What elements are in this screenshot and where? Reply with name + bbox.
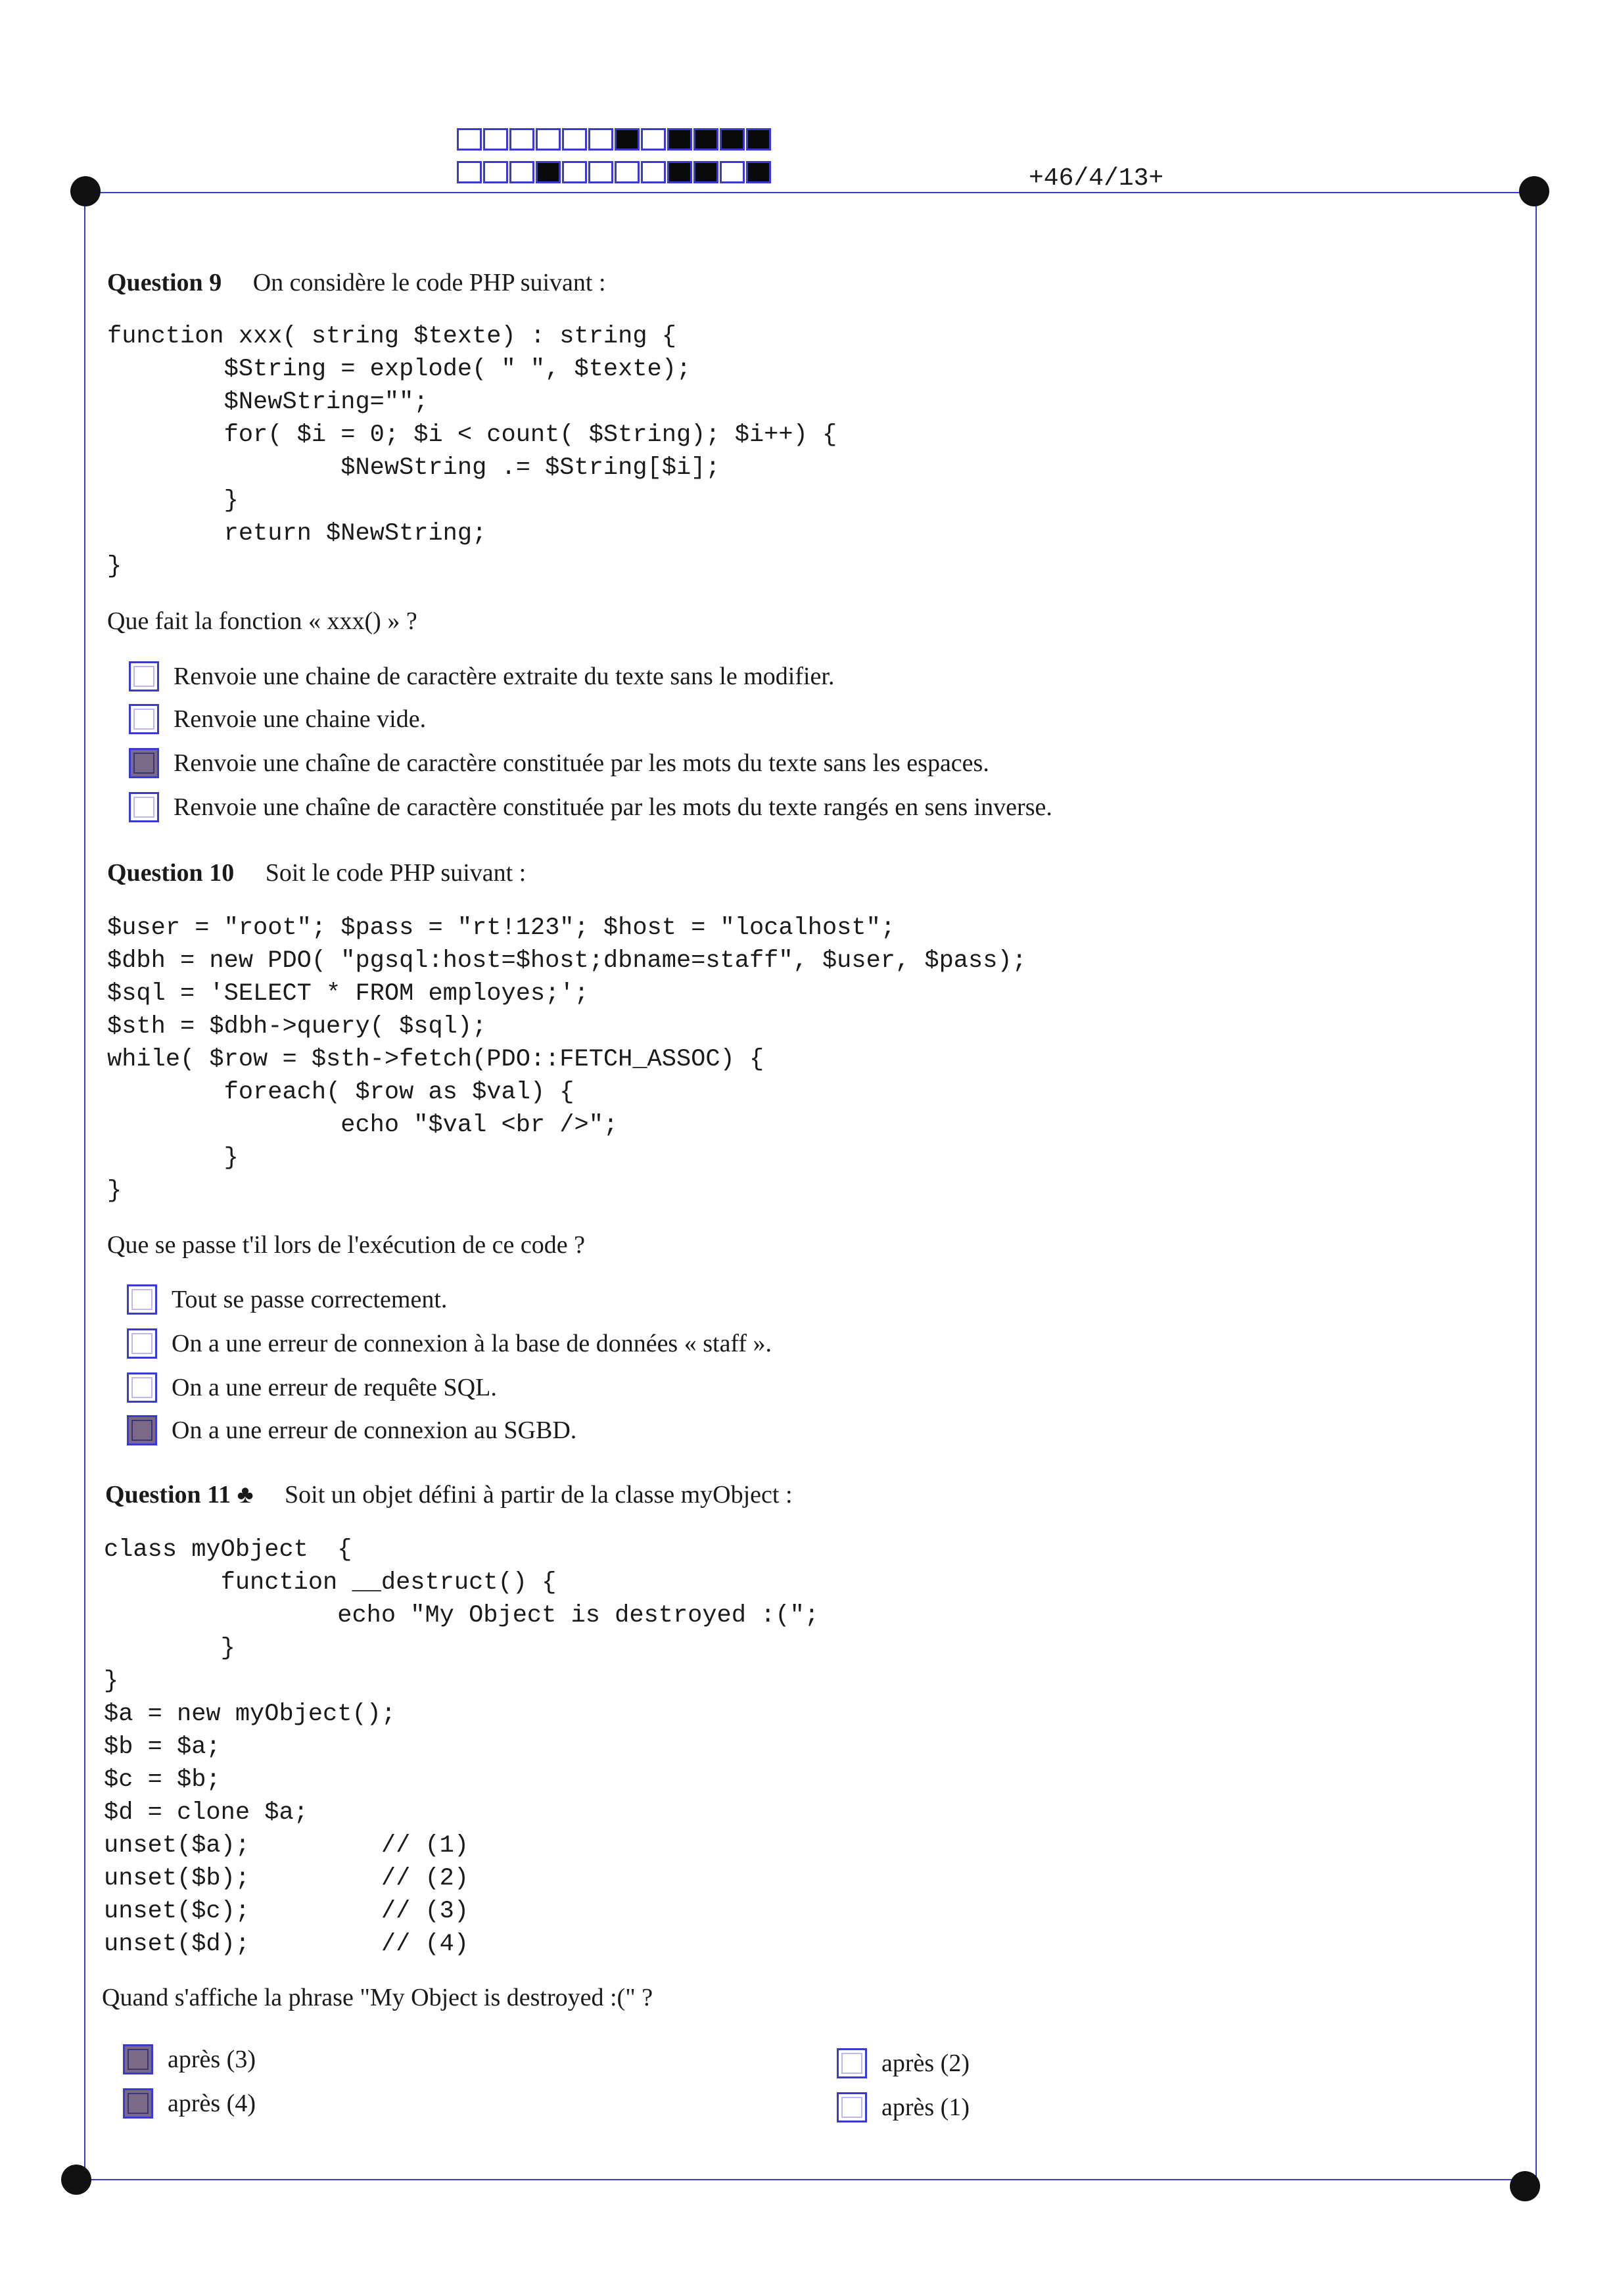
question-intro: Soit le code PHP suivant : (265, 859, 527, 887)
id-code-cell (667, 161, 692, 183)
answer-label: après (1) (881, 2094, 970, 2121)
answer-label: Tout se passe correctement. (172, 1286, 448, 1313)
answer-label: Renvoie une chaîne de caractère constituée par les mots du texte rangés en sens inverse. (174, 793, 1052, 821)
answer-option[interactable] (129, 792, 1052, 822)
answer-checkbox[interactable] (127, 1328, 157, 1359)
question-intro: Soit un objet défini à partir de la classe myObject : (285, 1481, 793, 1509)
answer-option[interactable] (129, 661, 834, 691)
answer-label: après (2) (881, 2050, 970, 2077)
id-code-cell (615, 128, 640, 151)
question-prompt: Quand s'affiche la phrase "My Object is destroyed :(" ? (102, 1984, 653, 2011)
question-heading (107, 268, 606, 297)
answer-checkbox[interactable] (837, 2048, 867, 2078)
answer-label: Renvoie une chaine vide. (174, 705, 427, 733)
code-block: $user = "root"; $pass = "rt!123"; $host = "localhost"; $dbh = new PDO( "pgsql:host=$host;dbname=staff", $user, $pass); $sql = 'SELECT * FROM employes;'; $sth = $dbh->query( $sql); while( $row = $sth->fetch(PDO::FETCH_ASSOC) { foreach( $row as $val) { echo "$val <br />"; } } (107, 914, 1027, 1205)
id-code-cell (457, 128, 482, 151)
id-code-cell (615, 161, 640, 183)
page-id: +46/4/13+ (1029, 164, 1164, 193)
corner-mark-top-right (1519, 176, 1549, 206)
id-code-cell (588, 128, 613, 151)
question-number: Question 11 ♣ (105, 1481, 254, 1509)
id-code-cell (509, 128, 534, 151)
answer-checkbox[interactable] (127, 1372, 157, 1403)
answer-label: On a une erreur de connexion à la base de données « staff ». (172, 1330, 772, 1357)
id-code-cell (746, 161, 771, 183)
answer-checkbox[interactable] (127, 1415, 157, 1445)
question-heading (105, 1480, 793, 1509)
answer-label: après (4) (168, 2090, 256, 2117)
id-code-cell (667, 128, 692, 151)
answer-option[interactable] (129, 748, 989, 778)
id-code-cell (562, 161, 587, 183)
id-code-cell (720, 128, 745, 151)
id-code-cell (641, 161, 666, 183)
answer-checkbox[interactable] (129, 748, 159, 778)
question-heading (107, 858, 526, 887)
answer-checkbox[interactable] (837, 2092, 867, 2122)
answer-option[interactable] (123, 2088, 256, 2119)
id-code-cell (693, 161, 718, 183)
corner-mark-top-left (70, 176, 101, 206)
id-code-cell (641, 128, 666, 151)
answer-checkbox[interactable] (123, 2088, 153, 2119)
answer-label: Renvoie une chaine de caractère extraite du texte sans le modifier. (174, 663, 835, 690)
binary-id-code-row-1 (457, 128, 772, 151)
id-code-cell (536, 128, 561, 151)
answer-checkbox[interactable] (129, 792, 159, 822)
answer-checkbox[interactable] (123, 2044, 153, 2074)
answer-label: Renvoie une chaîne de caractère constituée par les mots du texte sans les espaces. (174, 749, 989, 777)
id-code-cell (746, 128, 771, 151)
id-code-cell (536, 161, 561, 183)
answer-label: On a une erreur de requête SQL. (172, 1374, 497, 1401)
answer-option[interactable] (127, 1284, 447, 1315)
corner-mark-bottom-left (61, 2165, 91, 2195)
answer-checkbox[interactable] (129, 704, 159, 734)
id-code-cell (562, 128, 587, 151)
question-number: Question 10 (107, 859, 235, 887)
answer-label: On a une erreur de connexion au SGBD. (172, 1417, 577, 1444)
id-code-cell (457, 161, 482, 183)
answer-option[interactable] (127, 1328, 772, 1359)
answer-label: après (3) (168, 2046, 256, 2073)
binary-id-code-row-2 (457, 161, 772, 183)
answer-checkbox[interactable] (127, 1284, 157, 1315)
id-code-cell (509, 161, 534, 183)
code-block: class myObject { function __destruct() { echo "My Object is destroyed :("; } } $a = new myObject(); $b = $a; $c = $b; $d = clone $a; unset($a); // (1) unset($b); // (2) unset($c); // (3) unset($d); // (4) (104, 1536, 819, 1958)
answer-option[interactable] (837, 2048, 970, 2078)
question-number: Question 9 (107, 269, 222, 296)
question-intro: On considère le code PHP suivant : (252, 269, 606, 296)
id-code-cell (720, 161, 745, 183)
answer-option[interactable] (127, 1372, 497, 1403)
id-code-cell (483, 161, 508, 183)
question-prompt: Que se passe t'il lors de l'exécution de ce code ? (107, 1231, 585, 1259)
id-code-cell (483, 128, 508, 151)
answer-option[interactable] (129, 704, 426, 734)
answer-option[interactable] (837, 2092, 970, 2122)
answer-checkbox[interactable] (129, 661, 159, 691)
code-block: function xxx( string $texte) : string { $String = explode( " ", $texte); $NewString=""; for( $i = 0; $i < count( $String); $i++) { $NewString .= $String[$i]; } return $NewString; } (107, 323, 837, 580)
answer-option[interactable] (123, 2044, 256, 2074)
question-prompt: Que fait la fonction « xxx() » ? (107, 607, 417, 635)
id-code-cell (588, 161, 613, 183)
id-code-cell (693, 128, 718, 151)
answer-option[interactable] (127, 1415, 576, 1445)
corner-mark-bottom-right (1510, 2171, 1540, 2201)
